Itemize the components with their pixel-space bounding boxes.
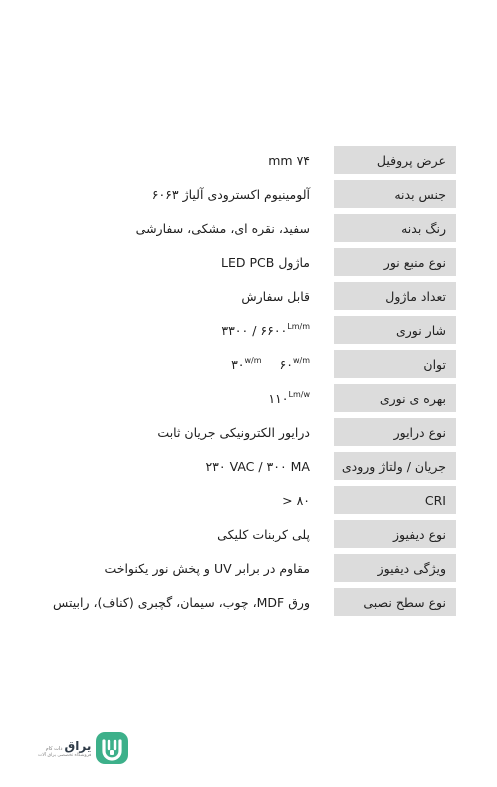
luminous-flux-unit: Lm/m [287,322,310,331]
spec-label: شار نوری [334,316,456,344]
power-unit-a: w/m [244,356,262,365]
brand-logo [38,731,148,765]
spec-row-driver-type [30,418,456,446]
spec-value: ورق MDF، چوب، سیمان، گچبری (کناف)، رابیتس [53,594,310,610]
spec-value [30,493,334,508]
spec-row-body-material [30,180,456,208]
logo-text [38,739,91,758]
spec-row-mounting-surface [30,588,456,616]
spec-table [30,146,456,622]
efficacy-group [268,391,310,406]
spec-label: ویژگی دیفیوز [334,554,456,582]
spec-label: نوع سطح نصبی [334,588,456,616]
spec-label: بهره ی نوری [334,384,456,412]
spec-label: رنگ بدنه [334,214,456,242]
spec-label: جنس بدنه [334,180,456,208]
spec-label: نوع دیفیوز [334,520,456,548]
spec-row-light-source [30,248,456,276]
power-unit-b: w/m [292,356,310,365]
spec-value [30,322,334,338]
logo-brand-row [46,739,92,753]
spec-value [30,356,334,372]
spec-label: توان [334,350,456,378]
spec-value: پلی کربنات کلیکی [217,526,310,542]
spec-value: سفید، نقره ای، مشکی، سفارشی [135,220,310,236]
spec-value: مقاوم در برابر UV و پخش نور یکنواخت [104,560,310,576]
spec-row-luminous-flux [30,316,456,344]
efficacy-value: ۱۱۰ [268,391,289,406]
cri-value: > ۸۰ [282,492,310,508]
spec-row-profile-width [30,146,456,174]
power-value-a: ۳۰ [231,357,245,372]
spec-label: تعداد ماژول [334,282,456,310]
spec-row-power [30,350,456,378]
input-value: ۲۳۰ VAC / ۳۰۰ MA [205,458,310,474]
spec-label: نوع منبع نور [334,248,456,276]
logo-mark-icon [95,731,129,765]
spec-row-cri [30,486,456,514]
spec-row-diffuser-feature [30,554,456,582]
spec-value: ماژول LED PCB [221,254,310,270]
spec-value [30,459,334,474]
spec-row-diffuser-type [30,520,456,548]
spec-row-body-color [30,214,456,242]
spec-value: درایور الکترونیکی جریان ثابت [157,424,310,440]
logo-tagline: فروشگاه تخصصی یراق آلات [38,752,92,758]
spec-value: آلومینیوم اکسترودی آلیاژ ۶۰۶۳ [151,186,310,202]
efficacy-unit: Lm/w [288,390,310,399]
spec-value [30,390,334,406]
power-value-b: ۶۰ [279,357,293,372]
spec-row-input-current-voltage [30,452,456,480]
spec-label: نوع درایور [334,418,456,446]
luminous-flux-value: ۳۳۰۰ / ۶۶۰۰ [221,323,288,338]
power-group [231,357,310,372]
spec-value: قابل سفارش [241,288,310,304]
spec-value: ۷۴ mm [268,152,310,168]
luminous-flux-group [221,323,310,338]
spec-row-efficacy [30,384,456,412]
spec-label: عرض پروفیل [334,146,456,174]
spec-label: جریان / ولتاژ ورودی [334,452,456,480]
spec-row-module-count [30,282,456,310]
spec-label: CRI [334,486,456,514]
logo-sub: دات کام [45,745,63,752]
logo-brand: یراق [64,738,92,753]
